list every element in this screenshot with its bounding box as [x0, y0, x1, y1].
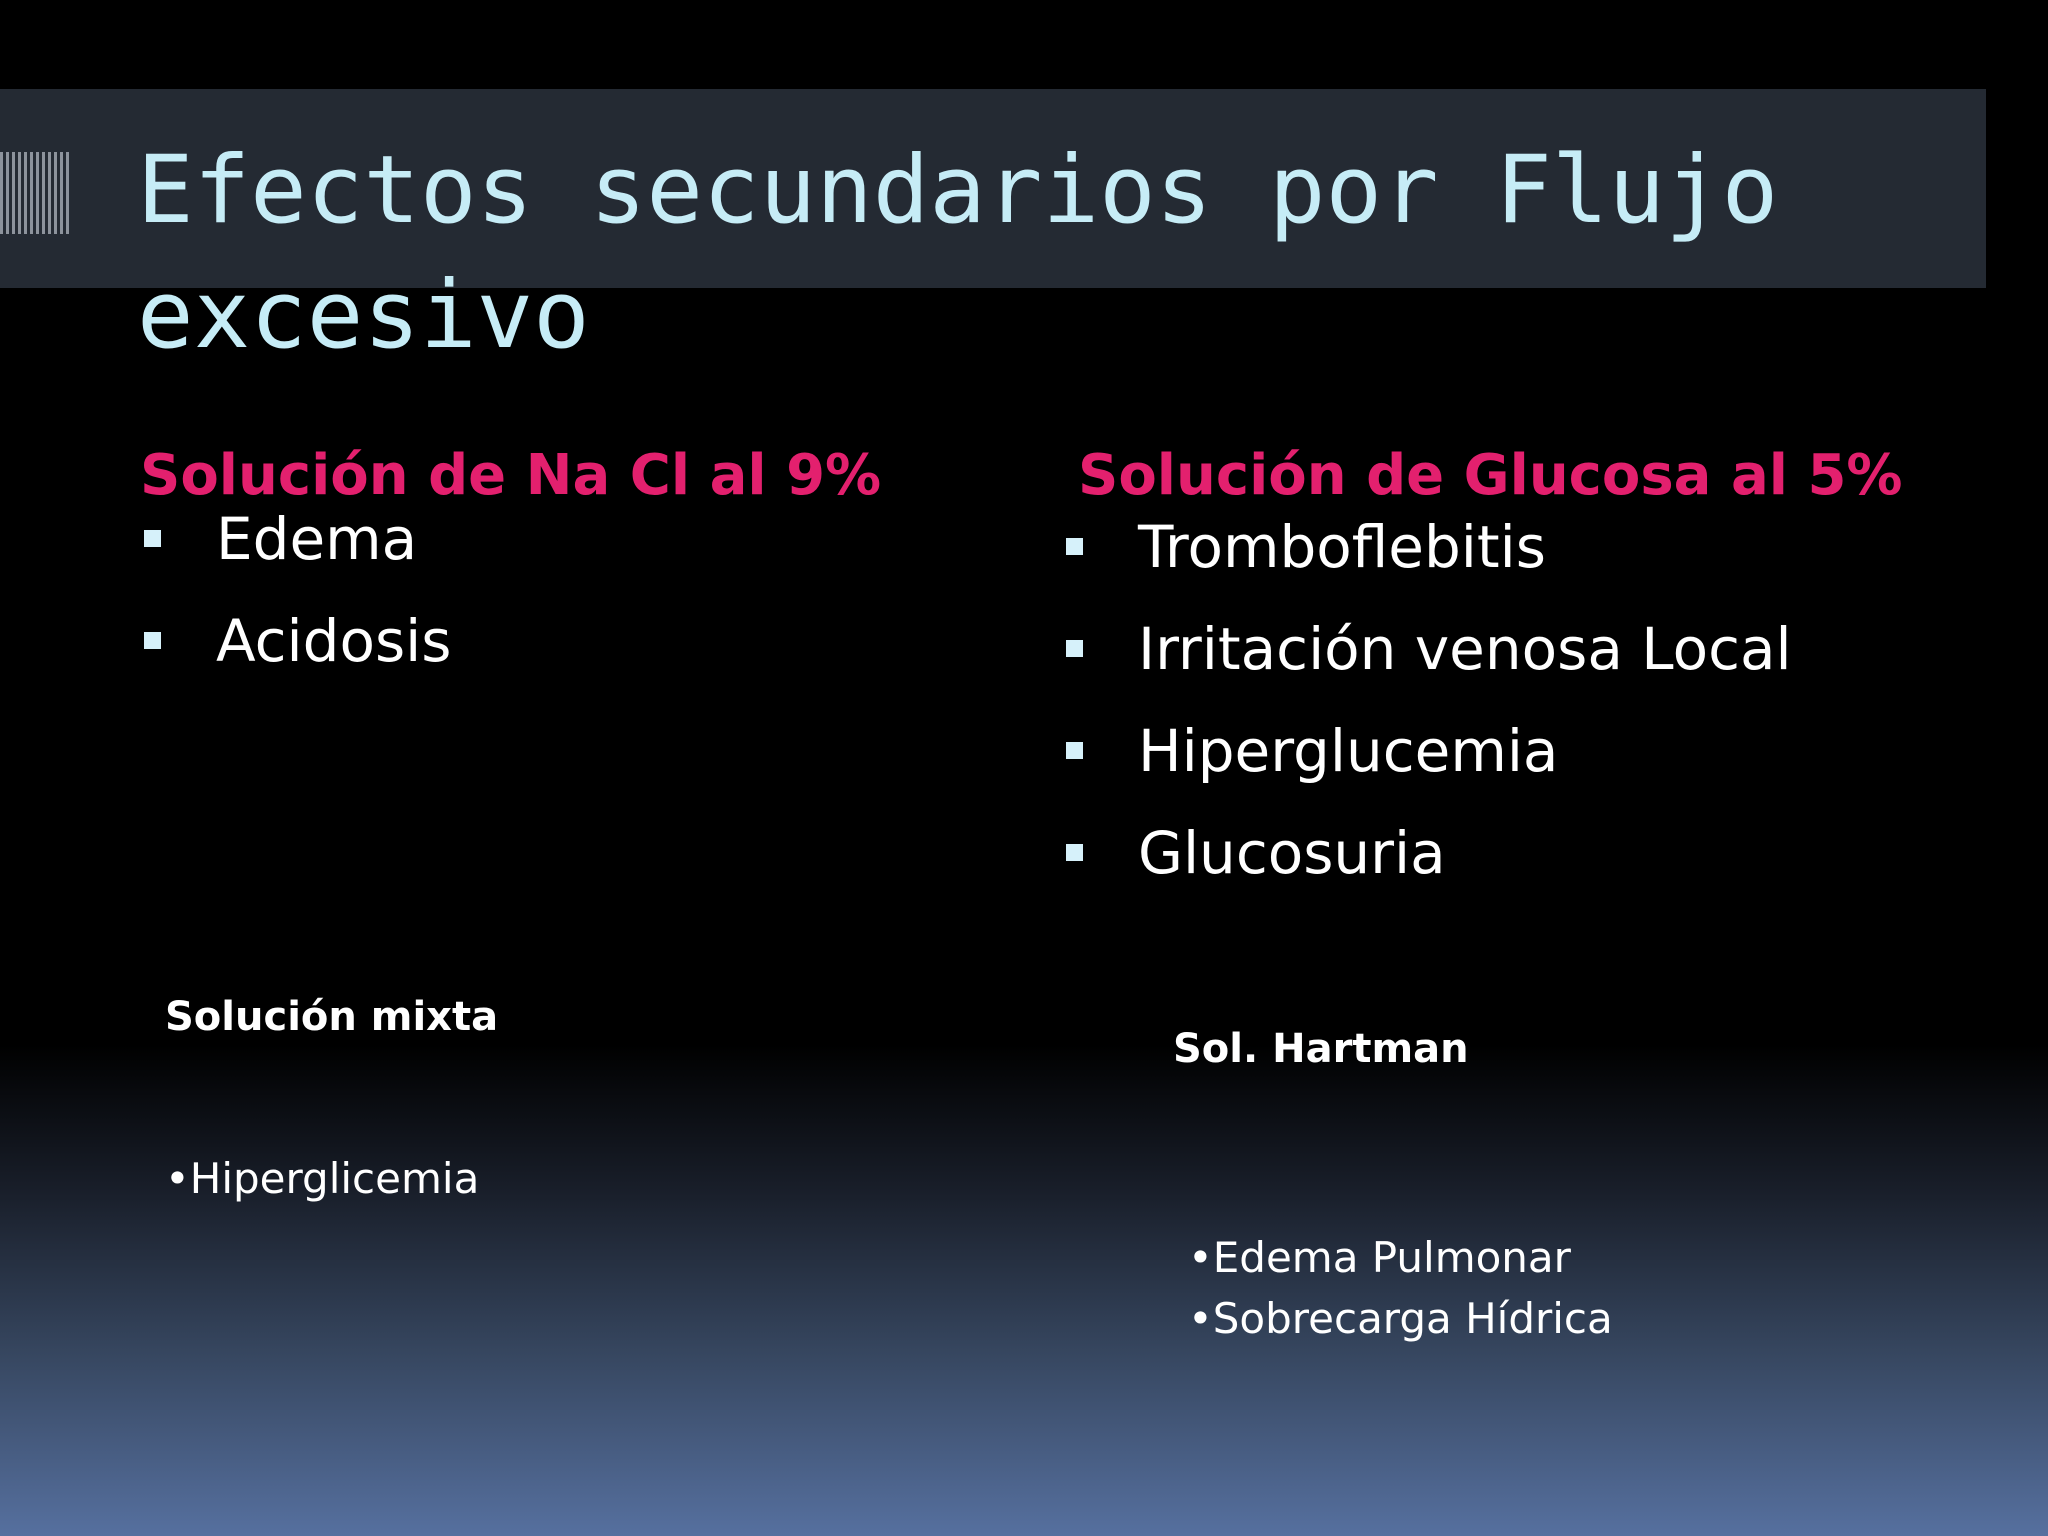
list-item-label: Tromboflebitis — [1138, 513, 1546, 581]
list-item-label: Acidosis — [216, 607, 452, 675]
list-item-label: Edema — [216, 505, 418, 573]
list-item-label: Glucosuria — [1138, 819, 1446, 887]
left-column-heading: Solución de Na Cl al 9% — [140, 443, 882, 508]
title-stripes-decoration — [0, 152, 72, 234]
square-bullet-icon — [1066, 742, 1083, 759]
square-bullet-icon — [1066, 538, 1083, 555]
hartman-solution-item: •Sobrecarga Hídrica — [1188, 1294, 1613, 1343]
square-bullet-icon — [1066, 844, 1083, 861]
right-column-list — [1064, 496, 1792, 904]
square-bullet-icon — [144, 530, 161, 547]
hartman-solution-item: •Edema Pulmonar — [1188, 1233, 1571, 1282]
list-item — [142, 488, 452, 590]
square-bullet-icon — [144, 632, 161, 649]
mixed-solution-item: •Hiperglicemia — [165, 1154, 480, 1203]
right-column-heading: Solución de Glucosa al 5% — [1078, 443, 1903, 508]
left-column-list — [142, 488, 452, 692]
square-bullet-icon — [1066, 640, 1083, 657]
list-item-label: Irritación venosa Local — [1138, 615, 1792, 683]
slide-title: Efectos secundarios por Flujo excesivo — [137, 136, 1779, 370]
list-item — [1064, 598, 1792, 700]
hartman-solution-heading: Sol. Hartman — [1173, 1026, 1469, 1072]
mixed-solution-heading: Solución mixta — [165, 994, 499, 1040]
list-item — [1064, 496, 1792, 598]
list-item — [1064, 700, 1792, 802]
list-item — [1064, 802, 1792, 904]
list-item — [142, 590, 452, 692]
list-item-label: Hiperglucemia — [1138, 717, 1559, 785]
